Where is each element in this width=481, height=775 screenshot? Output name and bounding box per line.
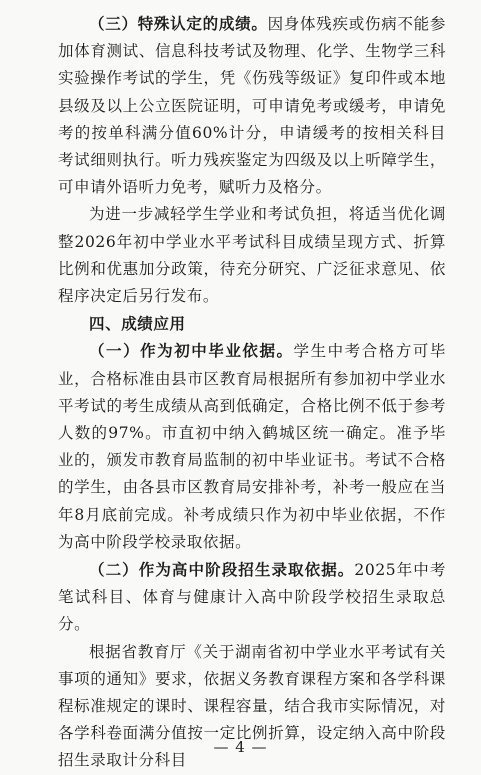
paragraph-admission-basis: [58, 556, 446, 639]
document-body: [58, 10, 446, 775]
paragraph-lead: （二）作为高中阶段招生录取依据。: [89, 560, 355, 580]
paragraph-text: 为进一步减轻学生学业和考试负担，将适当优化调整2026年初中学业水平考试科目成绩呈现方式、折算比例和优惠加分政策，待充分研究、广泛征求意见、依程序决定后另行发布。: [58, 205, 446, 306]
paragraph-optimization: [58, 201, 446, 310]
paragraph-text: 根据省教育厅《关于湖南省初中学业水平考试有关事项的通知》要求，依据义务教育课程方案和各学科课程标准规定的课时、课程容量，结合我市实际情况，对各学科卷面满分值按一定比例折算，设定纳入高中阶段招生录取计分科目: [58, 642, 446, 770]
paragraph-lead: （三）特殊认定的成绩。: [89, 14, 268, 33]
section-heading-score-application: 四、成绩应用: [89, 314, 186, 334]
page-number: — 4 —: [213, 738, 268, 756]
paragraph-special-scores: [58, 10, 446, 201]
paragraph-text: 因身体残疾或伤病不能参加体育测试、信息科技考试及物理、化学、生物学三科实验操作考试的学生，凭《伤残等级证》复印件或本地县级及以上公立医院证明，可申请免考或缓考，申请免考的按单科满分值60%计分，申请缓考的按相关科目考试细则执行。听力残疾鉴定为四级及以上听障学生，可申请外语听力免考，赋听力及格分。: [58, 15, 446, 197]
paragraph-graduation-basis: [58, 337, 446, 556]
paragraph-lead: （一）作为初中毕业依据。: [89, 341, 294, 361]
paragraph-text: 学生中考合格方可毕业，合格标准由县市区教育局根据所有参加初中学业水平考试的考生成绩从高到低确定，合格比例不低于参考人数的97%。市直初中纳入鹤城区统一确定。准予毕业的，颁发市教育局监制的初中毕业证书。考试不合格的学生，由各县市区教育局安排补考，补考一般应在当年8月底前完成。补考成绩只作为初中毕业依据，不作为高中阶段学校录取依据。: [58, 342, 447, 551]
paragraph-text: 2025年中考笔试科目、体育与健康计入高中阶段学校招生录取总分。: [58, 561, 446, 634]
